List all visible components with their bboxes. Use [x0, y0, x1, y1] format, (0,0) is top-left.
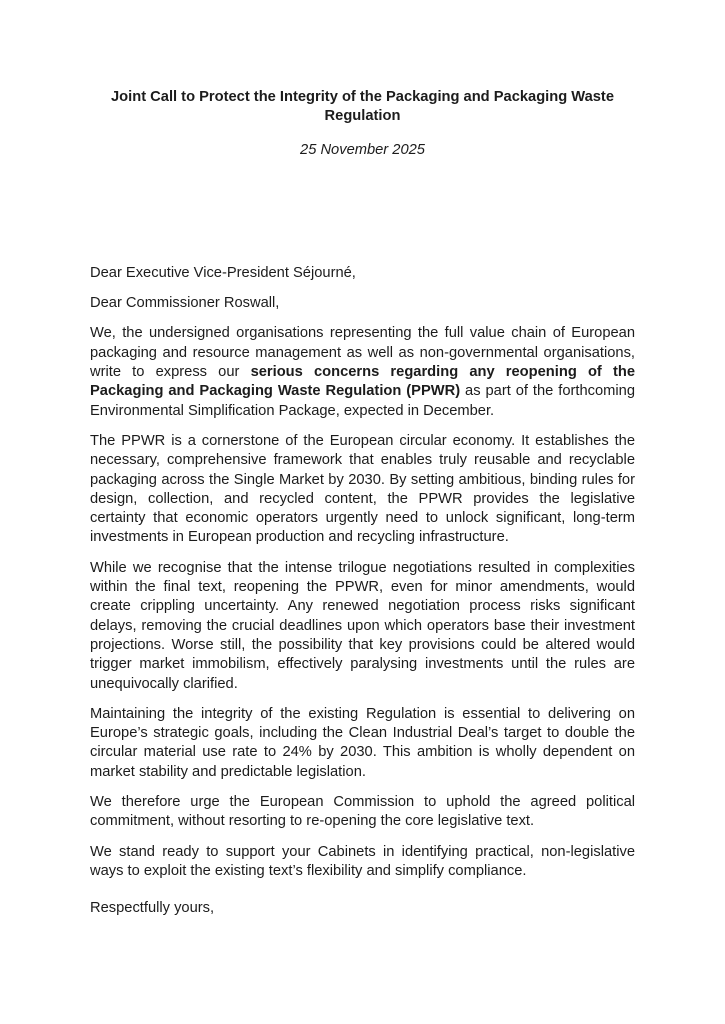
paragraph-strategic-goals: Maintaining the integrity of the existing Regulation is essential to delivering on Europe’s strategic goals, including the Clean Industrial Deal’s target to double the circular material use rate to 24% by 2030. This ambition is wholly dependent on market stability and predictable legislation. — [90, 705, 635, 780]
paragraph-intro-concerns — [90, 324, 635, 420]
letter-date: 25 November 2025 — [300, 141, 425, 158]
paragraph-reopening-risks: While we recognise that the intense trilogue negotiations resulted in complexities within the final text, reopening the PPWR, even for minor amendments, would create crippling uncertainty. Any renewed negotiation process risks significant delays, removing the crucial deadlines upon which operators base their investment projections. Worse still, the possibility that key provisions could be altered would trigger market immobilism, effectively paralysing investments until the rules are unequivocally clarified. — [90, 559, 635, 692]
letter-title: Joint Call to Protect the Integrity of the Packaging and Packaging Waste Regulation — [111, 89, 614, 125]
paragraph-ppwr-cornerstone: The PPWR is a cornerstone of the European circular economy. It establishes the necessary, comprehensive framework that enables truly reusable and recyclable packaging across the Single Market by 2030. By setting ambitious, binding rules for design, collection, and recycled content, the PPWR provides the legislative certainty that economic operators urgently need to unlock significant, long-term investments in European production and recycling infrastructure. — [90, 432, 635, 546]
letter-closing: Respectfully yours, — [90, 900, 215, 917]
salutation-vice-president: Dear Executive Vice-President Séjourné, — [90, 264, 356, 281]
paragraph-intro-normal-2: as part of the forthcoming Environmental Simplification Package, expected in December. — [90, 383, 635, 419]
paragraph-intro-normal-1: We, the undersigned organisations representing the full value chain of European packaging and resource management as well as non-governmental organisations, write to express our — [90, 325, 635, 381]
paragraph-intro-bold-concerns: serious concerns regarding any reopening of the Packaging and Packaging Waste Regulation (PPWR) — [90, 364, 635, 400]
paragraph-support-cabinets: We stand ready to support your Cabinets in identifying practical, non-legislative ways to exploit the existing text’s flexibility and simplify compliance. — [90, 843, 635, 879]
salutation-commissioner: Dear Commissioner Roswall, — [90, 295, 280, 312]
paragraph-urge-commission: We therefore urge the European Commission to uphold the agreed political commitment, without resorting to re-opening the core legislative text. — [90, 794, 635, 830]
